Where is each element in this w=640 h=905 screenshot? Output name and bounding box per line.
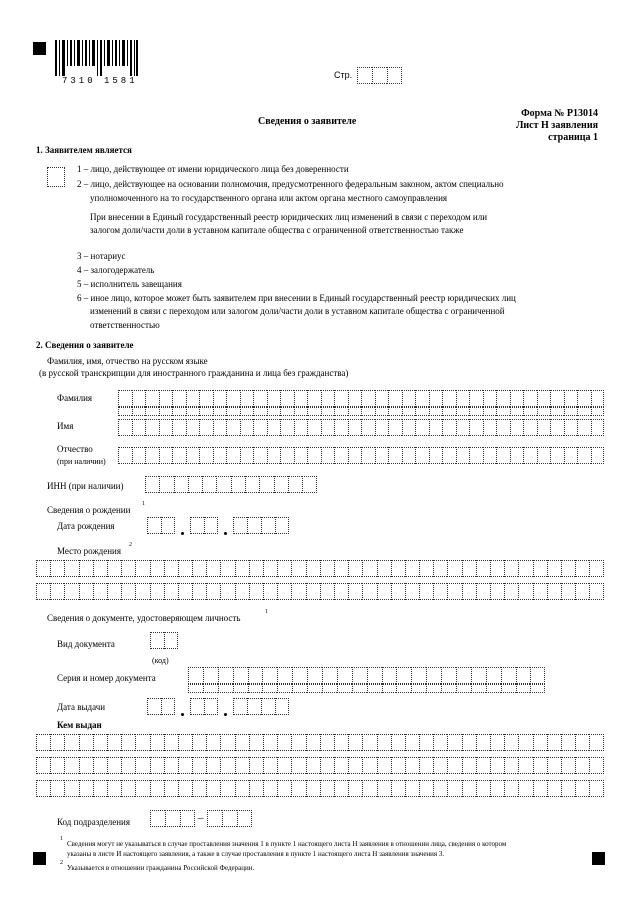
issue-date-label: Дата выдачи — [57, 702, 106, 712]
barcode-number: 7310 1581 — [62, 76, 138, 86]
option-4: 4 – залогодержатель — [77, 265, 155, 275]
option-2-line2: уполномоченного на то государственного органа или актом органа местного самоуправления — [90, 193, 448, 203]
section1-heading: 1. Заявителем является — [36, 145, 132, 155]
option-6-line2: изменений в связи с переходом или залогом доли/части доли в уставном капитале общества с ограниченной — [90, 306, 505, 316]
page-label: Стр. — [334, 70, 353, 80]
name-label: Имя — [57, 421, 74, 431]
footnote-2-mark: 2 — [60, 860, 63, 866]
date-separator — [224, 532, 227, 535]
birth-info-label: Сведения о рождении — [47, 505, 131, 515]
doc-type-field[interactable] — [150, 632, 178, 649]
patronymic-sub: (при наличии) — [57, 457, 106, 466]
dept-code-label: Код подразделения — [57, 817, 130, 827]
applicant-type-field[interactable] — [47, 167, 65, 187]
birth-info-footnote-mark: 1 — [142, 501, 145, 507]
issue-day-field[interactable] — [147, 698, 175, 715]
page-number-cells[interactable] — [357, 67, 402, 84]
doc-type-label: Вид документа — [57, 639, 115, 649]
option-1: 1 – лицо, действующее от имени юридического лица без доверенности — [77, 164, 349, 174]
birth-place-row2[interactable] — [36, 583, 604, 600]
birth-date-label: Дата рождения — [57, 521, 115, 531]
inn-label: ИНН (при наличии) — [47, 481, 124, 491]
page-sub: страница 1 — [548, 132, 598, 143]
surname-label: Фамилия — [57, 393, 93, 403]
barcode — [55, 40, 138, 76]
option-5: 5 – исполнитель завещания — [77, 279, 182, 289]
doc-series-field-row2[interactable] — [188, 684, 546, 693]
surname-field-row2[interactable] — [118, 407, 604, 416]
doc-series-field[interactable] — [188, 667, 546, 684]
birth-place-row1[interactable] — [36, 560, 604, 577]
footnote-1-line1: Сведения могут не указываться в случае проставления значения 1 в пункте 1 настоящего листа Н заявления в отношении лица, сведения о котором — [67, 840, 507, 848]
date-separator — [181, 532, 184, 535]
footnote-2-line1: Указывается в отношении гражданина Российской Федерации. — [67, 864, 255, 872]
dept-code-part2[interactable] — [207, 810, 252, 827]
birth-year-field[interactable] — [233, 517, 289, 534]
date-separator — [224, 713, 227, 716]
doc-info-label: Сведения о документе, удостоверяющем личность — [47, 613, 241, 623]
corner-marker-bottom-right — [592, 852, 605, 865]
date-separator — [181, 713, 184, 716]
doc-code-label: (код) — [152, 656, 169, 665]
doc-info-footnote-mark: 1 — [265, 609, 268, 615]
issued-by-row1[interactable] — [36, 734, 604, 751]
surname-field[interactable] — [118, 390, 604, 407]
issued-by-row3[interactable] — [36, 780, 604, 797]
patronymic-field[interactable] — [118, 447, 604, 464]
option-2-line1: 2 – лицо, действующее на основании полномочия, предусмотренного федеральным законом, актом специально — [77, 179, 504, 189]
issued-by-label: Кем выдан — [57, 720, 102, 730]
footnote-1-mark: 1 — [60, 836, 63, 842]
fio-sub: (в русской транскрипции для иностранного гражданина и лица без гражданства) — [39, 368, 349, 378]
dept-code-dash: – — [198, 812, 204, 824]
corner-marker-top-left — [33, 42, 46, 55]
birth-month-field[interactable] — [190, 517, 218, 534]
fio-caption: Фамилия, имя, отчество на русском языке — [47, 356, 208, 366]
option-3: 3 – нотариус — [77, 251, 126, 261]
birth-place-footnote-mark: 2 — [129, 542, 132, 548]
issue-year-field[interactable] — [233, 698, 289, 715]
birth-place-label: Место рождения — [57, 546, 122, 556]
inn-field[interactable] — [145, 476, 317, 493]
form-number: Форма № Р13014 — [521, 108, 598, 119]
issued-by-row2[interactable] — [36, 757, 604, 774]
corner-marker-bottom-left — [33, 852, 46, 865]
option-6-line3: ответственностью — [90, 320, 160, 330]
dept-code-part1[interactable] — [150, 810, 195, 827]
option-6-line1: 6 – иное лицо, которое может быть заявителем при внесении в Единый государственный реестр юридических лиц — [77, 293, 516, 303]
note-line1: При внесении в Единый государственный реестр юридических лиц изменений в связи с переходом или — [90, 212, 488, 222]
sheet-title: Лист Н заявления — [515, 120, 598, 131]
name-field[interactable] — [118, 419, 604, 436]
issue-month-field[interactable] — [190, 698, 218, 715]
note-line2: залогом доли/части доли в уставном капитале общества с ограниченной ответственностью также — [90, 225, 464, 235]
birth-day-field[interactable] — [147, 517, 175, 534]
section2-heading: 2. Сведения о заявителе — [36, 340, 134, 350]
patronymic-label: Отчество — [57, 444, 93, 454]
doc-series-label: Серия и номер документа — [57, 673, 156, 683]
page-title: Сведения о заявителе — [258, 116, 357, 127]
footnote-1-line2: указаны в листе И настоящего заявления, а также в случае проставления в пункте 1 настоящего листа Н заявления значения 3. — [67, 850, 445, 858]
